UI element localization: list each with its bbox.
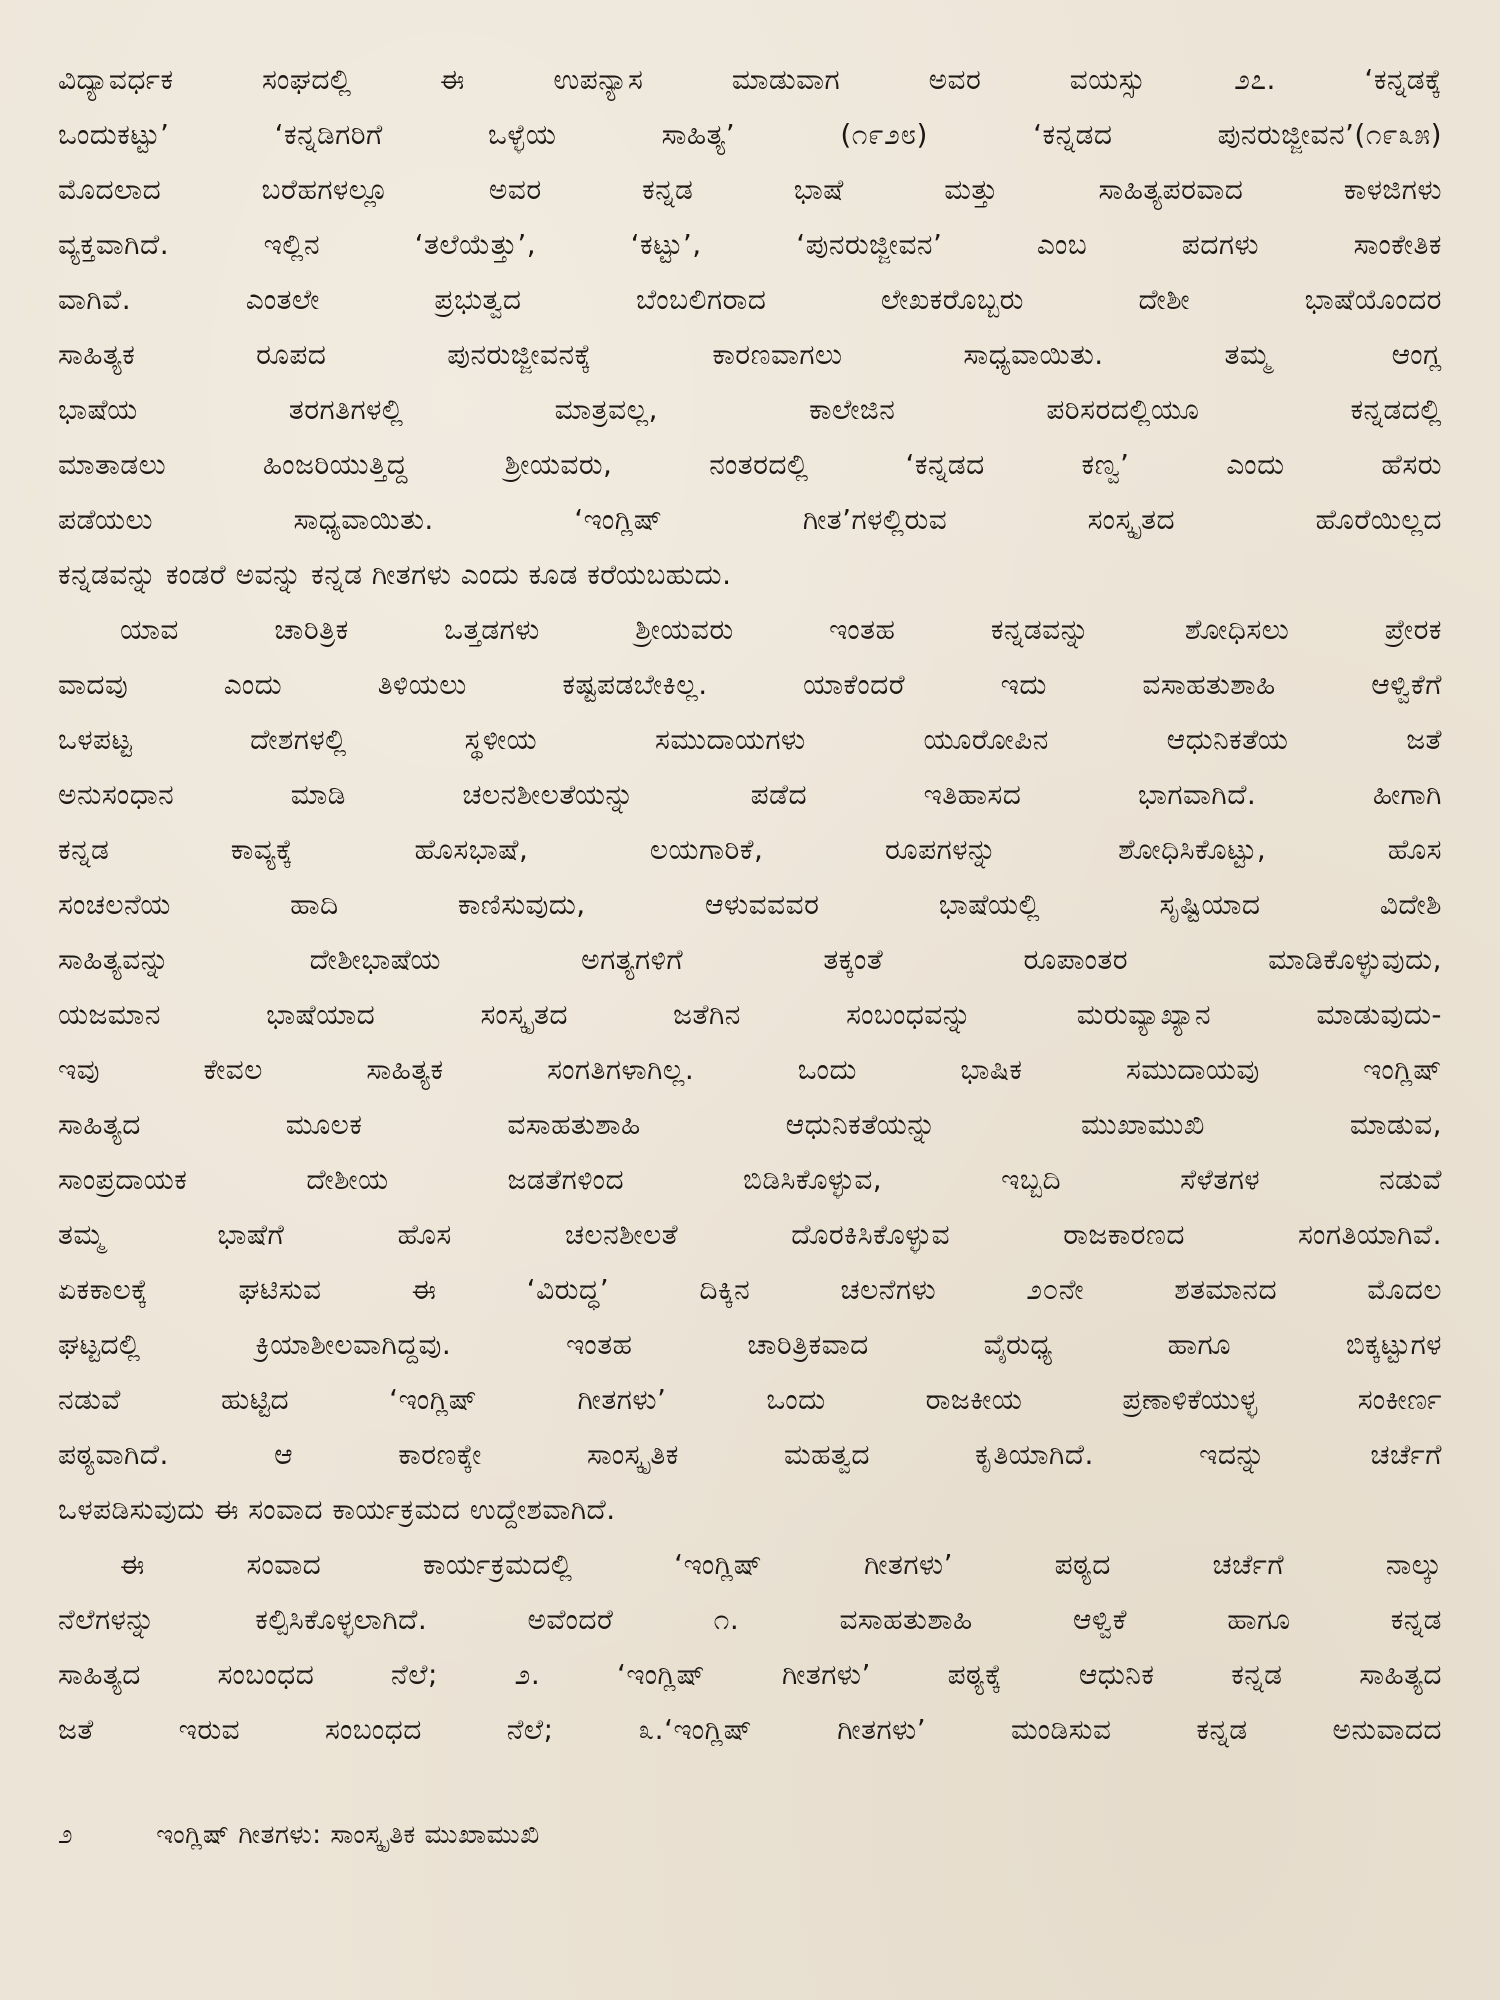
body-text — [58, 52, 1442, 1757]
text-line: ಸಾಹಿತ್ಯದ ಸಂಬಂಧದ ನೆಲೆ; ೨. ‘ಇಂಗ್ಲಿಷ್ ಗೀತಗಳು’ ಪಠ್ಯಕ್ಕೆ ಆಧುನಿಕ ಕನ್ನಡ ಸಾಹಿತ್ಯದ — [58, 1658, 1442, 1691]
text-line: ಯಜಮಾನ ಭಾಷೆಯಾದ ಸಂಸ್ಕೃತದ ಜತೆಗಿನ ಸಂಬಂಧವನ್ನು ಮರುವ್ಯಾಖ್ಯಾನ ಮಾಡುವುದು- — [58, 998, 1442, 1031]
paragraph-1 — [58, 52, 1442, 602]
text-line: ಸಾಂಪ್ರದಾಯಕ ದೇಶೀಯ ಜಡತೆಗಳಿಂದ ಬಿಡಿಸಿಕೊಳ್ಳುವ, ಇಬ್ಬದಿ ಸೆಳೆತಗಳ ನಡುವೆ — [58, 1163, 1442, 1196]
text-line: ನೆಲೆಗಳನ್ನು ಕಲ್ಪಿಸಿಕೊಳ್ಳಲಾಗಿದೆ. ಅವೆಂದರೆ ೧. ವಸಾಹತುಶಾಹಿ ಆಳ್ವಿಕೆ ಹಾಗೂ ಕನ್ನಡ — [58, 1603, 1442, 1636]
paragraph-2 — [58, 602, 1442, 1537]
text-line: ಅನುಸಂಧಾನ ಮಾಡಿ ಚಲನಶೀಲತೆಯನ್ನು ಪಡೆದ ಇತಿಹಾಸದ ಭಾಗವಾಗಿದೆ. ಹೀಗಾಗಿ — [58, 778, 1442, 811]
text-line: ಒಂದುಕಟ್ಟು’ ‘ಕನ್ನಡಿಗರಿಗೆ ಒಳ್ಳೆಯ ಸಾಹಿತ್ಯ’ (೧೯೨೮) ‘ಕನ್ನಡದ ಪುನರುಜ್ಜೀವನ’(೧೯೩೫) — [58, 118, 1442, 151]
text-line: ಇವು ಕೇವಲ ಸಾಹಿತ್ಯಕ ಸಂಗತಿಗಳಾಗಿಲ್ಲ. ಒಂದು ಭಾಷಿಕ ಸಮುದಾಯವು ಇಂಗ್ಲಿಷ್ — [58, 1053, 1442, 1086]
text-line: ಭಾಷೆಯ ತರಗತಿಗಳಲ್ಲಿ ಮಾತ್ರವಲ್ಲ, ಕಾಲೇಜಿನ ಪರಿಸರದಲ್ಲಿಯೂ ಕನ್ನಡದಲ್ಲಿ — [58, 393, 1442, 426]
text-line: ಸಾಹಿತ್ಯವನ್ನು ದೇಶೀಭಾಷೆಯ ಅಗತ್ಯಗಳಿಗೆ ತಕ್ಕಂತೆ ರೂಪಾಂತರ ಮಾಡಿಕೊಳ್ಳುವುದು, — [58, 943, 1442, 976]
text-line: ಸಾಹಿತ್ಯದ ಮೂಲಕ ವಸಾಹತುಶಾಹಿ ಆಧುನಿಕತೆಯನ್ನು ಮುಖಾಮುಖಿ ಮಾಡುವ, — [58, 1108, 1442, 1141]
page-footer — [58, 1810, 540, 1860]
text-line: ಮೊದಲಾದ ಬರೆಹಗಳಲ್ಲೂ ಅವರ ಕನ್ನಡ ಭಾಷೆ ಮತ್ತು ಸಾಹಿತ್ಯಪರವಾದ ಕಾಳಜಿಗಳು — [58, 173, 1442, 206]
text-line: ಕನ್ನಡ ಕಾವ್ಯಕ್ಕೆ ಹೊಸಭಾಷೆ, ಲಯಗಾರಿಕೆ, ರೂಪಗಳನ್ನು ಶೋಧಿಸಿಕೊಟ್ಟು, ಹೊಸ — [58, 833, 1442, 866]
text-line: ವಿದ್ಯಾವರ್ಧಕ ಸಂಘದಲ್ಲಿ ಈ ಉಪನ್ಯಾಸ ಮಾಡುವಾಗ ಅವರ ವಯಸ್ಸು ೨೭. ‘ಕನ್ನಡಕ್ಕೆ — [58, 63, 1442, 96]
text-line: ಪಡೆಯಲು ಸಾಧ್ಯವಾಯಿತು. ‘ಇಂಗ್ಲಿಷ್ ಗೀತ’ಗಳಲ್ಲಿರುವ ಸಂಸ್ಕೃತದ ಹೊರೆಯಿಲ್ಲದ — [58, 503, 1442, 536]
text-line: ವಾಗಿವೆ. ಎಂತಲೇ ಪ್ರಭುತ್ವದ ಬೆಂಬಲಿಗರಾದ ಲೇಖಕರೊಬ್ಬರು ದೇಶೀ ಭಾಷೆಯೊಂದರ — [58, 283, 1442, 316]
text-line: ಸಂಚಲನೆಯ ಹಾದಿ ಕಾಣಿಸುವುದು, ಆಳುವವವರ ಭಾಷೆಯಲ್ಲಿ ಸೃಷ್ಟಿಯಾದ ವಿದೇಶಿ — [58, 888, 1442, 921]
text-line: ಮಾತಾಡಲು ಹಿಂಜರಿಯುತ್ತಿದ್ದ ಶ್ರೀಯವರು, ನಂತರದಲ್ಲಿ ‘ಕನ್ನಡದ ಕಣ್ವ’ ಎಂದು ಹೆಸರು — [58, 448, 1442, 481]
text-line: ಏಕಕಾಲಕ್ಕೆ ಘಟಿಸುವ ಈ ‘ವಿರುದ್ಧ’ ದಿಕ್ಕಿನ ಚಲನೆಗಳು ೨೦ನೇ ಶತಮಾನದ ಮೊದಲ — [58, 1273, 1442, 1306]
text-line: ಈ ಸಂವಾದ ಕಾರ್ಯಕ್ರಮದಲ್ಲಿ ‘ಇಂಗ್ಲಿಷ್ ಗೀತಗಳು’ ಪಠ್ಯದ ಚರ್ಚೆಗೆ ನಾಲ್ಕು — [120, 1548, 1442, 1581]
text-line: ಸಾಹಿತ್ಯಕ ರೂಪದ ಪುನರುಜ್ಜೀವನಕ್ಕೆ ಕಾರಣವಾಗಲು ಸಾಧ್ಯವಾಯಿತು. ತಮ್ಮ ಆಂಗ್ಲ — [58, 338, 1442, 371]
paragraph-3 — [58, 1537, 1442, 1757]
text-line: ಯಾವ ಚಾರಿತ್ರಿಕ ಒತ್ತಡಗಳು ಶ್ರೀಯವರು ಇಂತಹ ಕನ್ನಡವನ್ನು ಶೋಧಿಸಲು ಪ್ರೇರಕ — [120, 613, 1442, 646]
text-line: ತಮ್ಮ ಭಾಷೆಗೆ ಹೊಸ ಚಲನಶೀಲತೆ ದೊರಕಿಸಿಕೊಳ್ಳುವ ರಾಜಕಾರಣದ ಸಂಗತಿಯಾಗಿವೆ. — [58, 1218, 1442, 1251]
text-line: ಒಳಪಟ್ಟ ದೇಶಗಳಲ್ಲಿ ಸ್ಥಳೀಯ ಸಮುದಾಯಗಳು ಯೂರೋಪಿನ ಆಧುನಿಕತೆಯ ಜತೆ — [58, 723, 1442, 756]
running-title: ಇಂಗ್ಲಿಷ್ ಗೀತಗಳು: ಸಾಂಸ್ಕೃತಿಕ ಮುಖಾಮುಖಿ — [156, 1820, 540, 1850]
text-line: ಒಳಪಡಿಸುವುದು ಈ ಸಂವಾದ ಕಾರ್ಯಕ್ರಮದ ಉದ್ದೇಶವಾಗಿದೆ. — [58, 1493, 616, 1526]
text-line: ವಾದವು ಎಂದು ತಿಳಿಯಲು ಕಷ್ಟಪಡಬೇಕಿಲ್ಲ. ಯಾಕೆಂದರೆ ಇದು ವಸಾಹತುಶಾಹಿ ಆಳ್ವಿಕೆಗೆ — [58, 668, 1442, 701]
text-line: ಘಟ್ಟದಲ್ಲಿ ಕ್ರಿಯಾಶೀಲವಾಗಿದ್ದವು. ಇಂತಹ ಚಾರಿತ್ರಿಕವಾದ ವೈರುಧ್ಯ ಹಾಗೂ ಬಿಕ್ಕಟ್ಟುಗಳ — [58, 1328, 1442, 1361]
text-line: ಜತೆ ಇರುವ ಸಂಬಂಧದ ನೆಲೆ; ೩.‘ಇಂಗ್ಲಿಷ್ ಗೀತಗಳು’ ಮಂಡಿಸುವ ಕನ್ನಡ ಅನುವಾದದ — [58, 1713, 1442, 1746]
text-line: ಕನ್ನಡವನ್ನು ಕಂಡರೆ ಅವನ್ನು ಕನ್ನಡ ಗೀತಗಳು ಎಂದು ಕೂಡ ಕರೆಯಬಹುದು. — [58, 558, 732, 591]
text-line: ವ್ಯಕ್ತವಾಗಿದೆ. ಇಲ್ಲಿನ ‘ತಲೆಯೆತ್ತು’, ‘ಕಟ್ಟು’, ‘ಪುನರುಜ್ಜೀವನ’ ಎಂಬ ಪದಗಳು ಸಾಂಕೇತಿಕ — [58, 228, 1442, 261]
page-number: ೨ — [58, 1820, 73, 1850]
text-line: ಪಠ್ಯವಾಗಿದೆ. ಆ ಕಾರಣಕ್ಕೇ ಸಾಂಸ್ಕೃತಿಕ ಮಹತ್ವದ ಕೃತಿಯಾಗಿದೆ. ಇದನ್ನು ಚರ್ಚೆಗೆ — [58, 1438, 1442, 1471]
text-line: ನಡುವೆ ಹುಟ್ಟಿದ ‘ಇಂಗ್ಲಿಷ್ ಗೀತಗಳು’ ಒಂದು ರಾಜಕೀಯ ಪ್ರಣಾಳಿಕೆಯುಳ್ಳ ಸಂಕೀರ್ಣ — [58, 1383, 1442, 1416]
